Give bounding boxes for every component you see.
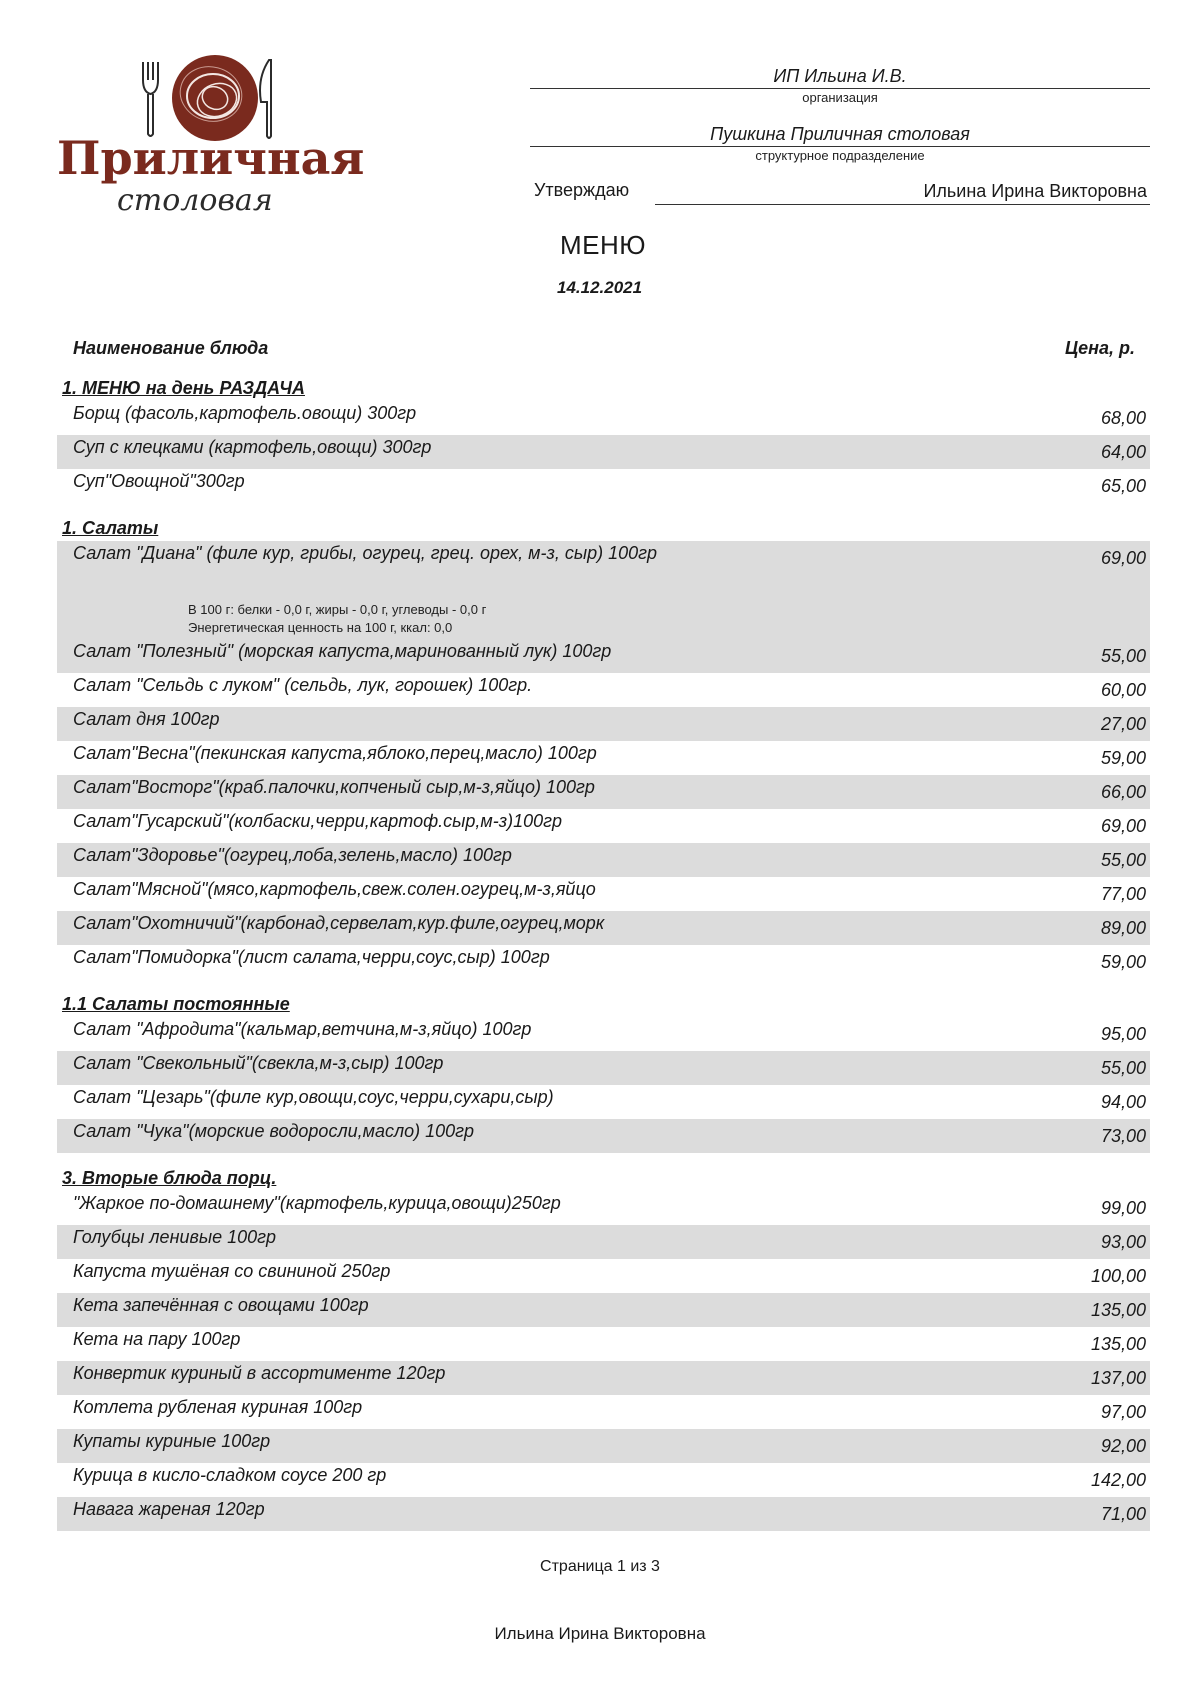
menu-item-name: Салат "Афродита"(кальмар,ветчина,м-з,яйцо) 100гр <box>73 1019 532 1039</box>
company-logo <box>55 50 395 230</box>
menu-item-price: 64,00 <box>1100 442 1146 462</box>
menu-item-name: Салат "Полезный" (морская капуста,маринованный лук) 100гр <box>73 641 612 661</box>
approve-label: Утверждаю <box>534 180 630 200</box>
menu-item-name: Салат "Свекольный"(свекла,м-з,сыр) 100гр <box>73 1053 444 1073</box>
menu-item-price: 99,00 <box>1100 1198 1146 1218</box>
menu-item-name: Салат"Весна"(пекинская капуста,яблоко,перец,масло) 100гр <box>73 743 597 763</box>
subdivision-field <box>530 122 1150 164</box>
menu-item-name: Салат дня 100гр <box>73 709 220 729</box>
menu-item-price: 69,00 <box>1100 548 1146 568</box>
document-title: МЕНЮ <box>560 230 647 260</box>
menu-item-row <box>57 809 1150 843</box>
menu-item-row <box>57 1429 1150 1463</box>
menu-item-row <box>57 1361 1150 1395</box>
column-header-price: Цена, р. <box>1064 338 1135 358</box>
menu-item-name: Кета запечённая с овощами 100гр <box>73 1295 369 1315</box>
logo-subtitle: столовая <box>117 183 273 218</box>
menu-item-name: Салат"Помидорка"(лист салата,черри,соус,сыр) 100гр <box>73 947 550 967</box>
document-date: 14.12.2021 <box>557 278 643 297</box>
menu-item-row <box>57 945 1150 979</box>
menu-item-row <box>57 843 1150 877</box>
menu-item-price: 89,00 <box>1100 918 1146 938</box>
organization-caption: организация <box>802 90 878 105</box>
footer-signature: Ильина Ирина Викторовна <box>494 1624 706 1643</box>
menu-item-row <box>57 1497 1150 1531</box>
subdivision-value: Пушкина Приличная столовая <box>530 122 1150 147</box>
fork-icon <box>143 62 158 136</box>
menu-item-price: 97,00 <box>1100 1402 1146 1422</box>
approve-line <box>655 180 1150 205</box>
menu-item-price: 27,00 <box>1100 714 1146 734</box>
menu-item-name: Борщ (фасоль,картофель.овощи) 300гр <box>73 403 417 423</box>
menu-item-price: 92,00 <box>1100 1436 1146 1456</box>
logo-title: Приличная <box>57 131 365 185</box>
menu-item-name: Курица в кисло-сладком соусе 200 гр <box>73 1465 387 1485</box>
menu-item-price: 73,00 <box>1100 1126 1146 1146</box>
menu-item-name: Навага жареная 120гр <box>73 1499 265 1519</box>
section-title: 1. Салаты <box>62 518 159 538</box>
menu-item-row <box>57 673 1150 707</box>
menu-item-name: Капуста тушёная со свининой 250гр <box>73 1261 391 1281</box>
nutrition-line: В 100 г: белки - 0,0 г, жиры - 0,0 г, углеводы - 0,0 г <box>188 602 487 617</box>
menu-item-name: Салат"Мясной"(мясо,картофель,свеж.солен.огурец,м-з,яйцо <box>73 879 596 899</box>
menu-item-name: Суп"Овощной"300гр <box>73 471 245 491</box>
menu-item-row <box>57 639 1150 673</box>
menu-item-name: Салат"Охотничий"(карбонад,сервелат,кур.филе,огурец,морк <box>73 913 605 933</box>
approve-name: Ильина Ирина Викторовна <box>923 181 1147 201</box>
organization-field <box>530 64 1150 106</box>
menu-item-row <box>57 1191 1150 1225</box>
menu-item-row <box>57 1327 1150 1361</box>
menu-item-price: 71,00 <box>1100 1504 1146 1524</box>
menu-item-name: Салат "Цезарь"(филе кур,овощи,соус,черри,сухари,сыр) <box>73 1087 554 1107</box>
menu-item-name: Салат"Восторг"(краб.палочки,копченый сыр,м-з,яйцо) 100гр <box>73 777 595 797</box>
menu-item-name: "Жаркое по-домашнему"(картофель,курица,овощи)250гр <box>73 1193 561 1213</box>
menu-item-price: 66,00 <box>1100 782 1146 802</box>
menu-item-name: Конвертик куриный в ассортименте 120гр <box>73 1363 446 1383</box>
menu-item-row <box>57 707 1150 741</box>
menu-item-row <box>57 911 1150 945</box>
menu-item-row <box>57 541 1150 639</box>
menu-item-row <box>57 1225 1150 1259</box>
menu-item-row <box>57 1051 1150 1085</box>
plate-icon <box>172 55 258 141</box>
menu-item-price: 65,00 <box>1100 476 1146 496</box>
menu-item-price: 77,00 <box>1100 884 1146 904</box>
menu-item-price: 55,00 <box>1100 646 1146 666</box>
menu-item-name: Салат "Сельдь с луком" (сельдь, лук, горошек) 100гр. <box>73 675 533 695</box>
section-title: 1.1 Салаты постоянные <box>62 994 290 1014</box>
menu-item-price: 55,00 <box>1100 850 1146 870</box>
menu-item-name: Кета на пару 100гр <box>73 1329 241 1349</box>
menu-item-row <box>57 1395 1150 1429</box>
menu-item-row <box>57 741 1150 775</box>
menu-item-price: 135,00 <box>1090 1334 1146 1354</box>
nutrition-line: Энергетическая ценность на 100 г, ккал: 0,0 <box>188 620 453 635</box>
menu-item-price: 135,00 <box>1090 1300 1146 1320</box>
menu-item-name: Голубцы ленивые 100гр <box>73 1227 277 1247</box>
menu-item-price: 69,00 <box>1100 816 1146 836</box>
menu-item-price: 59,00 <box>1100 748 1146 768</box>
knife-icon <box>260 60 271 138</box>
menu-item-name: Суп с клецками (картофель,овощи) 300гр <box>73 437 432 457</box>
menu-item-row <box>57 1119 1150 1153</box>
organization-value: ИП Ильина И.В. <box>530 64 1150 89</box>
section-title: 3. Вторые блюда порц. <box>62 1168 277 1188</box>
page-number: Страница 1 из 3 <box>540 1558 660 1575</box>
menu-item-row <box>57 1259 1150 1293</box>
nutrition-note <box>188 601 486 637</box>
menu-item-row <box>57 1293 1150 1327</box>
menu-item-price: 137,00 <box>1090 1368 1146 1388</box>
menu-item-row <box>57 401 1150 435</box>
menu-item-row <box>57 1463 1150 1497</box>
menu-item-row <box>57 469 1150 503</box>
menu-item-row <box>57 775 1150 809</box>
menu-item-name: Купаты куриные 100гр <box>73 1431 271 1451</box>
menu-item-price: 100,00 <box>1090 1266 1146 1286</box>
section-title: 1. МЕНЮ на день РАЗДАЧА <box>62 378 305 398</box>
menu-item-row <box>57 435 1150 469</box>
logo-graphic <box>55 50 395 230</box>
menu-item-price: 55,00 <box>1100 1058 1146 1078</box>
menu-item-price: 142,00 <box>1090 1470 1146 1490</box>
menu-item-name: Салат"Гусарский"(колбаски,черри,картоф.сыр,м-з)100гр <box>73 811 562 831</box>
menu-item-price: 95,00 <box>1100 1024 1146 1044</box>
menu-item-name: Котлета рубленая куриная 100гр <box>73 1397 363 1417</box>
menu-table <box>57 376 1150 1531</box>
menu-item-price: 59,00 <box>1100 952 1146 972</box>
column-header-name: Наименование блюда <box>73 338 269 358</box>
menu-item-row <box>57 877 1150 911</box>
menu-item-name: Салат"Здоровье"(огурец,лоба,зелень,масло) 100гр <box>73 845 512 865</box>
menu-item-name: Салат "Чука"(морские водоросли,масло) 100гр <box>73 1121 475 1141</box>
menu-item-row <box>57 1085 1150 1119</box>
menu-item-price: 60,00 <box>1100 680 1146 700</box>
menu-item-row <box>57 1017 1150 1051</box>
menu-item-name: Салат "Диана" (филе кур, грибы, огурец, грец. орех, м-з, сыр) 100гр <box>73 543 658 563</box>
subdivision-caption: структурное подразделение <box>755 148 925 163</box>
menu-item-price: 94,00 <box>1100 1092 1146 1112</box>
menu-item-price: 68,00 <box>1100 408 1146 428</box>
menu-item-price: 93,00 <box>1100 1232 1146 1252</box>
